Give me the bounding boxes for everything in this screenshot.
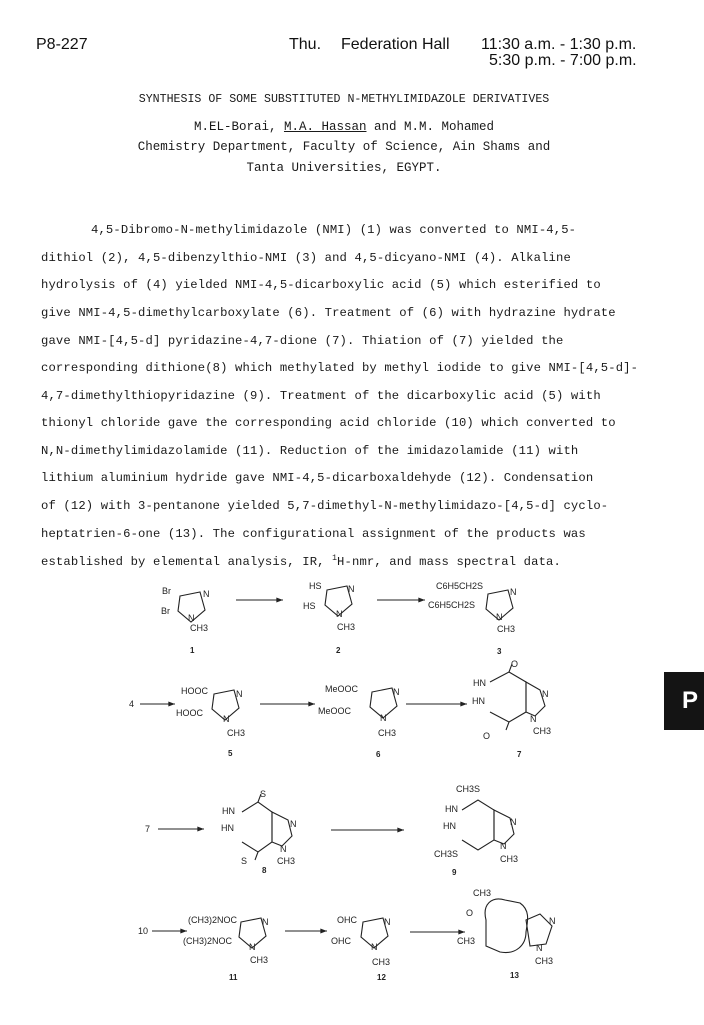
substituent-hs: HS — [303, 601, 316, 611]
abstract-code: P8-227 — [36, 36, 88, 53]
ring-n: N — [496, 612, 503, 622]
ring-n: N — [393, 687, 400, 697]
ring-nh: HN — [473, 678, 486, 688]
compound-number: 3 — [497, 647, 502, 656]
abstract-last-line-start: established by elemental analysis, IR, — [41, 555, 325, 570]
compound-number: 4 — [129, 699, 135, 709]
carbonyl-o: O — [483, 731, 491, 741]
ring-n: N — [500, 841, 507, 851]
substituent-ester: MeOOC — [325, 684, 359, 694]
ring-n: N — [223, 714, 230, 724]
compound-number: 7 — [517, 750, 522, 759]
session-venue: Federation Hall — [341, 36, 450, 53]
ring-n: N — [249, 942, 256, 952]
paper-title: SYNTHESIS OF SOME SUBSTITUTED N-METHYLIMIDAZOLE DERIVATIVES — [138, 93, 550, 106]
compound-number: 13 — [510, 971, 519, 980]
session-time-2: 5:30 p.m. - 7:00 p.m. — [489, 52, 637, 69]
methylthio-group: CH3S — [434, 849, 459, 859]
carbonyl-o: O — [511, 659, 519, 669]
methyl-group: CH3 — [227, 728, 246, 738]
compound-number: 5 — [228, 749, 233, 758]
author-1: M.EL-Borai — [193, 120, 269, 134]
abstract-last-line-end: H-nmr, and mass spectral data. — [337, 555, 561, 570]
substituent-benzylthio: C6H5CH2S — [428, 600, 476, 610]
ring-n: N — [290, 819, 297, 829]
ring-nh: HN — [221, 823, 234, 833]
thione-s: S — [260, 789, 267, 799]
ring-n: N — [280, 844, 287, 854]
methylthio-group: CH3S — [456, 784, 481, 794]
abstract-line: of (12) with 3-pentanone yielded 5,7-dimethyl-N-methylimidazo-[4,5-d] cyclo- — [41, 499, 609, 513]
methyl-group: CH3 — [337, 622, 356, 632]
substituent-amide: (CH3)2NOC — [188, 915, 238, 925]
ring-nh: HN — [222, 806, 235, 816]
compound-11 — [183, 915, 269, 982]
affiliation-line-1: Chemistry Department, Faculty of Science, Ain Shams and — [137, 140, 551, 154]
compound-9 — [434, 784, 518, 877]
author-join: and — [374, 120, 397, 134]
compound-number: 12 — [377, 973, 386, 982]
author-3: M.M. Mohamed — [404, 120, 495, 134]
methyl-group: CH3 — [277, 856, 296, 866]
ring-n: N — [188, 613, 195, 623]
substituent-br: Br — [162, 586, 171, 596]
substituent-aldehyde: OHC — [331, 936, 351, 946]
author-line: M.EL-Borai, M.A. Hassan and M.M. Mohamed — [193, 120, 495, 134]
abstract-line: 4,5-Dibromo-N-methylimidazole (NMI) (1) was converted to NMI-4,5- — [91, 223, 577, 237]
substituent-ester: MeOOC — [318, 706, 352, 716]
abstract-line: heptatrien-6-one (13). The configurational assignment of the products was — [41, 527, 586, 541]
ring-n: N — [510, 587, 517, 597]
ring-n: N — [262, 917, 269, 927]
methyl-group: CH3 — [500, 854, 519, 864]
ring-n: N — [542, 689, 549, 699]
compound-3 — [428, 581, 517, 656]
compound-number: 8 — [262, 866, 267, 875]
ring-n: N — [384, 917, 391, 927]
abstract-line: thionyl chloride gave the corresponding acid chloride (10) which converted to — [41, 416, 616, 430]
methyl-group: CH3 — [533, 726, 552, 736]
substituent-hs: HS — [309, 581, 322, 591]
compound-number: 6 — [376, 750, 381, 759]
compound-7 — [472, 659, 551, 759]
compound-1 — [161, 586, 210, 655]
ring-n: N — [203, 589, 210, 599]
compound-number: 1 — [190, 646, 195, 655]
ring-n: N — [510, 817, 517, 827]
section-tab: P — [664, 672, 704, 730]
abstract-line: dithiol (2), 4,5-dibenzylthio-NMI (3) and 4,5-dicyano-NMI (4). Alkaline — [41, 251, 571, 265]
substituent-cooh: HOOC — [176, 708, 203, 718]
ring-n: N — [380, 713, 387, 723]
substituent-amide: (CH3)2NOC — [183, 936, 233, 946]
compound-number: 11 — [229, 973, 238, 982]
ring-nh: HN — [472, 696, 485, 706]
substituent-benzylthio: C6H5CH2S — [436, 581, 484, 591]
affiliation-line-2: Tanta Universities, EGYPT. — [246, 161, 442, 175]
session-time-1: 11:30 a.m. - 1:30 p.m. — [481, 36, 637, 53]
abstract-line: gave NMI-[4,5-d] pyridazine-4,7-dione (7). Thiation of (7) yielded the — [41, 334, 564, 348]
methyl-group: CH3 — [473, 888, 492, 898]
abstract-line: N,N-dimethylimidazolamide (11). Reduction of the imidazolamide (11) with — [41, 444, 579, 458]
ring-n: N — [336, 609, 343, 619]
abstract-line: lithium aluminium hydride gave NMI-4,5-dicarboxaldehyde (12). Condensation — [41, 471, 594, 485]
compound-number: 7 — [145, 824, 151, 834]
substituent-aldehyde: OHC — [337, 915, 357, 925]
methyl-group: CH3 — [190, 623, 209, 633]
compound-13 — [457, 888, 556, 980]
methyl-group: CH3 — [372, 957, 391, 967]
author-2: M.A. Hassan — [283, 120, 367, 134]
ring-n: HN — [443, 821, 456, 831]
session-day: Thu. — [289, 36, 322, 53]
ring-n: N — [371, 942, 378, 952]
ring-n: N — [236, 689, 243, 699]
compound-number: 9 — [452, 868, 457, 877]
substituent-br: Br — [161, 606, 170, 616]
ketone-o: O — [466, 908, 474, 918]
nmr-superscript: 1 — [332, 554, 338, 563]
compound-number: 10 — [138, 926, 149, 936]
abstract-line: corresponding dithione(8) which methylated by methyl iodide to give NMI-[4,5-d]- — [41, 361, 639, 375]
compound-8 — [221, 789, 297, 875]
compound-5 — [176, 686, 245, 758]
methyl-group: CH3 — [497, 624, 516, 634]
compound-6 — [318, 684, 400, 759]
compound-number: 2 — [336, 646, 341, 655]
methyl-group: CH3 — [535, 956, 554, 966]
abstract-line: 4,7-dimethylthiopyridazine (9). Treatment of the dicarboxylic acid (5) with — [41, 389, 601, 403]
ring-n: N — [549, 916, 556, 926]
thione-s: S — [241, 856, 248, 866]
ring-n: N — [348, 584, 355, 594]
methyl-group: CH3 — [250, 955, 269, 965]
ring-n: N — [536, 943, 543, 953]
ring-n: HN — [445, 804, 458, 814]
abstract-line: give NMI-4,5-dimethylcarboxylate (6). Treatment of (6) with hydrazine hydrate — [41, 306, 616, 320]
compound-12 — [331, 915, 391, 982]
methyl-group: CH3 — [457, 936, 476, 946]
abstract-line: hydrolysis of (4) yielded NMI-4,5-dicarboxylic acid (5) which esterified to — [41, 278, 601, 292]
ring-n: N — [530, 714, 537, 724]
methyl-group: CH3 — [378, 728, 397, 738]
substituent-cooh: HOOC — [181, 686, 208, 696]
compound-2 — [303, 581, 355, 655]
